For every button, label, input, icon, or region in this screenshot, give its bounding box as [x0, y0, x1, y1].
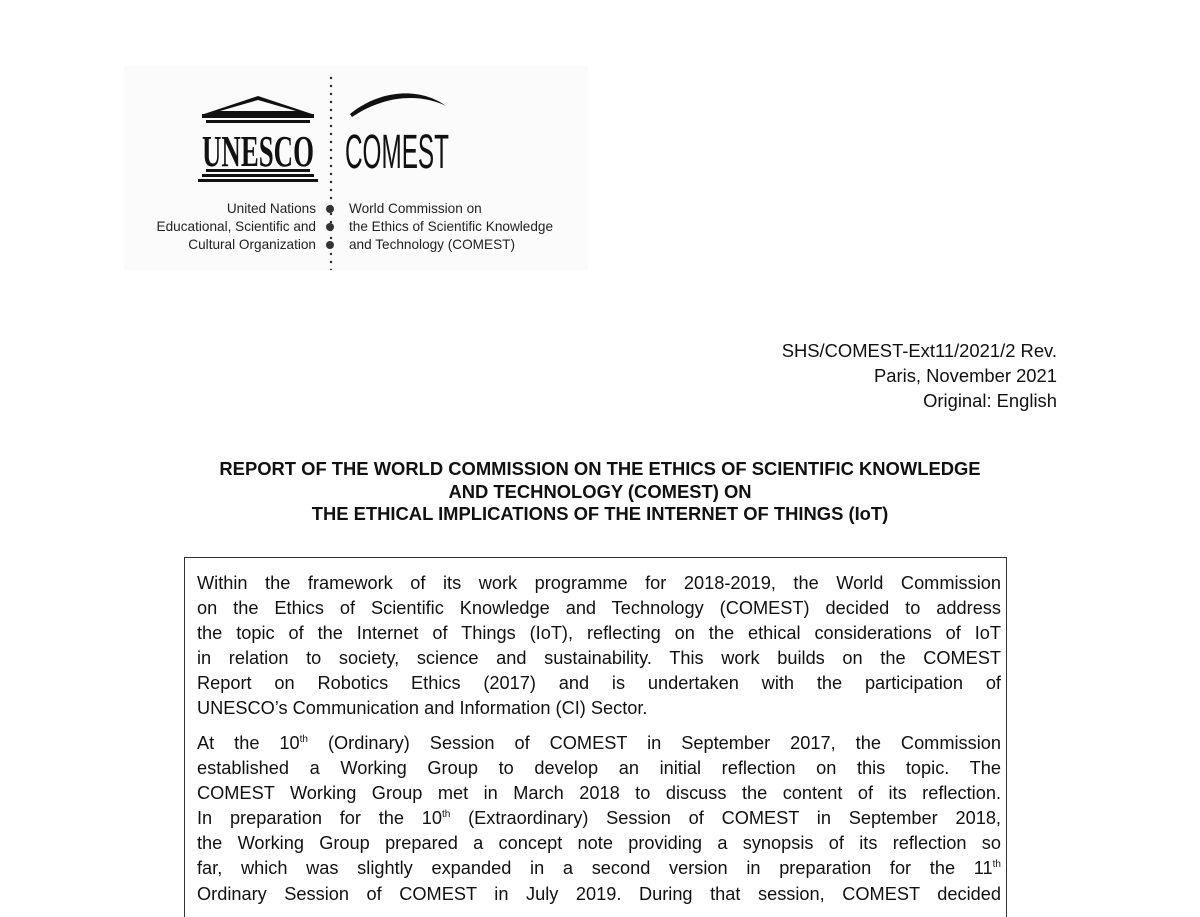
unesco-temple-logo: [196, 94, 320, 184]
summary-paragraph-1: [197, 571, 1001, 722]
divider-bullet: [326, 223, 334, 231]
text-line: far, which was slightly expanded in a second version in preparation for the 11th: [197, 858, 1001, 879]
title-line: AND TECHNOLOGY (COMEST) ON: [448, 480, 752, 502]
text-line: COMEST Working Group met in March 2018 to discuss the content of its reflection.: [197, 783, 1001, 804]
unesco-full-name: [96, 200, 316, 254]
summary-box: [184, 557, 1007, 917]
comest-name-line: World Commission on: [349, 201, 482, 216]
text-line: At the 10th (Ordinary) Session of COMEST in September 2017, the Commission: [197, 733, 1001, 753]
comest-name-line: and Technology (COMEST): [349, 237, 515, 252]
text-line: on the Ethics of Scientific Knowledge and Technology (COMEST) decided to address: [197, 598, 1001, 619]
text-line: Report on Robotics Ethics (2017) and is undertaken with the participation of: [197, 673, 1001, 694]
text-line: Ordinary Session of COMEST in July 2019. During that session, COMEST decided: [197, 883, 1001, 904]
comest-full-name: [349, 200, 609, 254]
text-line: the topic of the Internet of Things (IoT), reflecting on the ethical considerations of IoT: [197, 623, 1001, 644]
text-line: established a Working Group to develop an initial reflection on this topic. The: [197, 758, 1001, 779]
text-line: In preparation for the 10th (Extraordinary) Session of COMEST in September 2018,: [197, 808, 1001, 829]
title-line: REPORT OF THE WORLD COMMISSION ON THE ETHICS OF SCIENTIFIC KNOWLEDGE: [219, 458, 981, 479]
unesco-name-line: Cultural Organization: [188, 237, 316, 252]
divider-bullet: [326, 241, 334, 249]
comest-logo-text: COMEST: [345, 126, 449, 179]
text-line: in relation to society, science and sustainability. This work builds on the COMEST: [197, 648, 1001, 669]
unesco-name-line: United Nations: [226, 201, 316, 216]
text-line: UNESCO’s Communication and Information (CI) Sector.: [197, 698, 648, 719]
comest-name-line: the Ethics of Scientific Knowledge: [349, 219, 554, 234]
unesco-logo-text: UNESCO: [202, 127, 314, 176]
text-line: Within the framework of its work programme for 2018-2019, the World Commission: [197, 573, 1001, 593]
place-date: Paris, November 2021: [874, 365, 1057, 386]
summary-paragraph-2: [197, 731, 1001, 907]
divider-bullet: [326, 205, 334, 213]
unesco-name-line: Educational, Scientific and: [156, 219, 316, 234]
reference-block: [637, 338, 1057, 413]
text-line: the Working Group prepared a concept note providing a synopsis of its reflection so: [197, 833, 1001, 854]
report-title: [100, 458, 1100, 526]
document-code: SHS/COMEST-Ext11/2021/2 Rev.: [781, 340, 1057, 361]
title-line: THE ETHICAL IMPLICATIONS OF THE INTERNET OF THINGS (IoT): [311, 503, 889, 524]
original-language: Original: English: [923, 390, 1057, 411]
comest-logo: [342, 84, 452, 184]
